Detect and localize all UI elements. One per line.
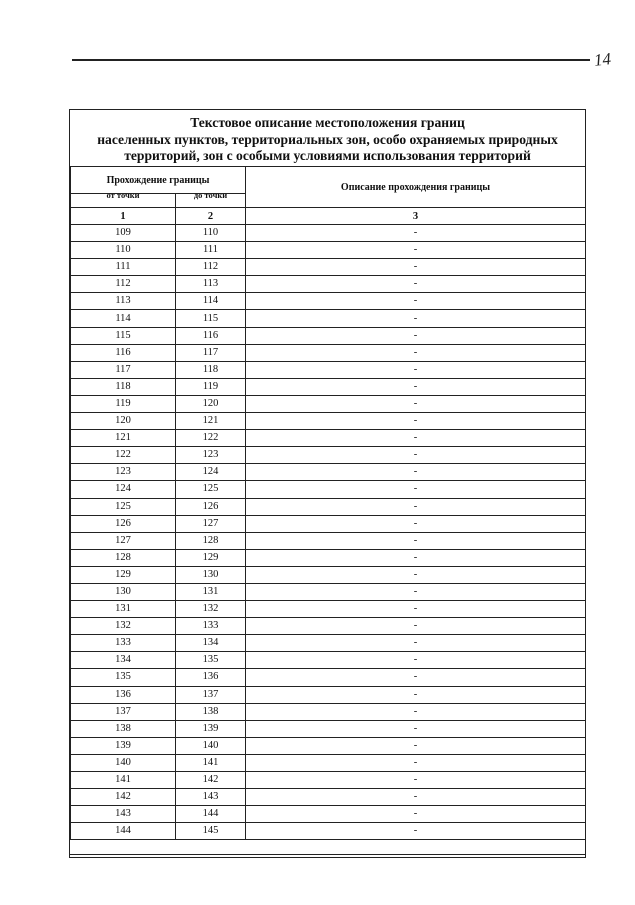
cell-desc: - — [246, 395, 586, 412]
cell-desc: - — [246, 259, 586, 276]
cell-to: 129 — [176, 549, 246, 566]
table-row — [71, 293, 586, 310]
cell-to: 126 — [176, 498, 246, 515]
cell-from: 117 — [71, 361, 176, 378]
cell-from: 142 — [71, 789, 176, 806]
cell-desc: - — [246, 293, 586, 310]
header-description: Описание прохождения границы — [246, 167, 586, 208]
column-number-3: 3 — [246, 208, 586, 225]
cell-to: 125 — [176, 481, 246, 498]
table-row — [71, 344, 586, 361]
cell-desc: - — [246, 549, 586, 566]
cell-to: 118 — [176, 361, 246, 378]
table-row — [71, 652, 586, 669]
table-row — [71, 447, 586, 464]
table-row — [71, 481, 586, 498]
cell-desc: - — [246, 652, 586, 669]
cell-desc: - — [246, 378, 586, 395]
cell-to: 121 — [176, 413, 246, 430]
cell-to: 142 — [176, 772, 246, 789]
table-row — [71, 498, 586, 515]
cell-from: 119 — [71, 395, 176, 412]
cell-to: 128 — [176, 532, 246, 549]
cell-from: 129 — [71, 566, 176, 583]
table-row — [71, 823, 586, 840]
table-row — [71, 310, 586, 327]
cell-to: 133 — [176, 618, 246, 635]
cell-desc: - — [246, 772, 586, 789]
cell-to: 139 — [176, 720, 246, 737]
cell-to: 140 — [176, 737, 246, 754]
cell-to: 116 — [176, 327, 246, 344]
header-to-label: до точки — [193, 193, 228, 200]
cell-desc: - — [246, 447, 586, 464]
cell-from: 130 — [71, 583, 176, 600]
cell-desc: - — [246, 327, 586, 344]
title-line-1: Текстовое описание местоположения границ — [190, 115, 465, 130]
header-from-label: от точки — [106, 193, 140, 200]
cell-to: 138 — [176, 703, 246, 720]
cell-to: 136 — [176, 669, 246, 686]
cell-from: 135 — [71, 669, 176, 686]
cell-desc: - — [246, 566, 586, 583]
cell-to: 122 — [176, 430, 246, 447]
cell-to: 115 — [176, 310, 246, 327]
cell-from: 114 — [71, 310, 176, 327]
table-row — [71, 703, 586, 720]
cell-to: 119 — [176, 378, 246, 395]
cell-from: 110 — [71, 242, 176, 259]
table-body — [71, 225, 586, 840]
table-row — [71, 395, 586, 412]
table-row — [71, 276, 586, 293]
table-row — [71, 259, 586, 276]
cell-desc: - — [246, 601, 586, 618]
cell-to: 131 — [176, 583, 246, 600]
cell-to: 123 — [176, 447, 246, 464]
cell-from: 122 — [71, 447, 176, 464]
header-passage: Прохождение границы — [71, 167, 246, 194]
cell-from: 133 — [71, 635, 176, 652]
cell-from: 136 — [71, 686, 176, 703]
document-frame — [69, 109, 586, 858]
cell-from: 120 — [71, 413, 176, 430]
bottom-double-line — [70, 854, 585, 855]
cell-desc: - — [246, 481, 586, 498]
cell-from: 143 — [71, 806, 176, 823]
cell-from: 116 — [71, 344, 176, 361]
table-row — [71, 464, 586, 481]
cell-desc: - — [246, 532, 586, 549]
cell-desc: - — [246, 806, 586, 823]
table-row — [71, 669, 586, 686]
cell-to: 135 — [176, 652, 246, 669]
cell-to: 112 — [176, 259, 246, 276]
table-row — [71, 601, 586, 618]
table-row — [71, 566, 586, 583]
table-row — [71, 549, 586, 566]
table-row — [71, 532, 586, 549]
cell-from: 112 — [71, 276, 176, 293]
table-row — [71, 583, 586, 600]
cell-from: 121 — [71, 430, 176, 447]
cell-desc: - — [246, 635, 586, 652]
title-line-2: населенных пунктов, территориальных зон, особо охраняемых природных — [97, 131, 558, 147]
table-row — [71, 789, 586, 806]
cell-from: 140 — [71, 754, 176, 771]
cell-from: 115 — [71, 327, 176, 344]
column-number-1: 1 — [71, 208, 176, 225]
cell-to: 120 — [176, 395, 246, 412]
cell-to: 141 — [176, 754, 246, 771]
cell-from: 128 — [71, 549, 176, 566]
top-rule — [72, 59, 590, 61]
cell-desc: - — [246, 276, 586, 293]
title-line-3: территорий, зон с особыми условиями использования территорий — [124, 148, 531, 163]
document-title — [70, 115, 585, 165]
cell-to: 111 — [176, 242, 246, 259]
table-row — [71, 378, 586, 395]
cell-to: 137 — [176, 686, 246, 703]
cell-desc: - — [246, 430, 586, 447]
cell-from: 138 — [71, 720, 176, 737]
table-row — [71, 225, 586, 242]
cell-from: 123 — [71, 464, 176, 481]
cell-desc: - — [246, 225, 586, 242]
cell-from: 113 — [71, 293, 176, 310]
table-row — [71, 754, 586, 771]
cell-from: 125 — [71, 498, 176, 515]
cell-desc: - — [246, 498, 586, 515]
cell-to: 132 — [176, 601, 246, 618]
table-row — [71, 737, 586, 754]
table-row — [71, 635, 586, 652]
cell-desc: - — [246, 737, 586, 754]
cell-desc: - — [246, 464, 586, 481]
table-row — [71, 361, 586, 378]
cell-from: 118 — [71, 378, 176, 395]
cell-to: 110 — [176, 225, 246, 242]
table-row — [71, 242, 586, 259]
cell-desc: - — [246, 789, 586, 806]
table-row — [71, 720, 586, 737]
cell-from: 137 — [71, 703, 176, 720]
header-to — [176, 194, 246, 208]
cell-to: 130 — [176, 566, 246, 583]
cell-to: 144 — [176, 806, 246, 823]
cell-desc: - — [246, 686, 586, 703]
cell-from: 111 — [71, 259, 176, 276]
cell-to: 145 — [176, 823, 246, 840]
cell-from: 139 — [71, 737, 176, 754]
cell-desc: - — [246, 703, 586, 720]
cell-from: 134 — [71, 652, 176, 669]
table-row — [71, 806, 586, 823]
cell-desc: - — [246, 242, 586, 259]
cell-desc: - — [246, 310, 586, 327]
table-row — [71, 686, 586, 703]
cell-from: 124 — [71, 481, 176, 498]
table-row — [71, 772, 586, 789]
table-row — [71, 430, 586, 447]
header-from — [71, 194, 176, 208]
cell-from: 132 — [71, 618, 176, 635]
column-number-2: 2 — [176, 208, 246, 225]
cell-to: 127 — [176, 515, 246, 532]
cell-to: 113 — [176, 276, 246, 293]
cell-desc: - — [246, 618, 586, 635]
cell-to: 114 — [176, 293, 246, 310]
cell-from: 141 — [71, 772, 176, 789]
cell-to: 124 — [176, 464, 246, 481]
cell-from: 144 — [71, 823, 176, 840]
page-number: 14 — [593, 49, 612, 70]
cell-desc: - — [246, 669, 586, 686]
cell-to: 134 — [176, 635, 246, 652]
cell-desc: - — [246, 754, 586, 771]
boundary-table — [70, 166, 586, 840]
cell-desc: - — [246, 720, 586, 737]
cell-desc: - — [246, 361, 586, 378]
table-row — [71, 618, 586, 635]
cell-from: 109 — [71, 225, 176, 242]
cell-desc: - — [246, 823, 586, 840]
table-row — [71, 515, 586, 532]
cell-from: 126 — [71, 515, 176, 532]
cell-to: 143 — [176, 789, 246, 806]
cell-from: 131 — [71, 601, 176, 618]
table-row — [71, 413, 586, 430]
cell-desc: - — [246, 583, 586, 600]
cell-desc: - — [246, 344, 586, 361]
cell-to: 117 — [176, 344, 246, 361]
table-row — [71, 327, 586, 344]
cell-desc: - — [246, 515, 586, 532]
cell-from: 127 — [71, 532, 176, 549]
cell-desc: - — [246, 413, 586, 430]
